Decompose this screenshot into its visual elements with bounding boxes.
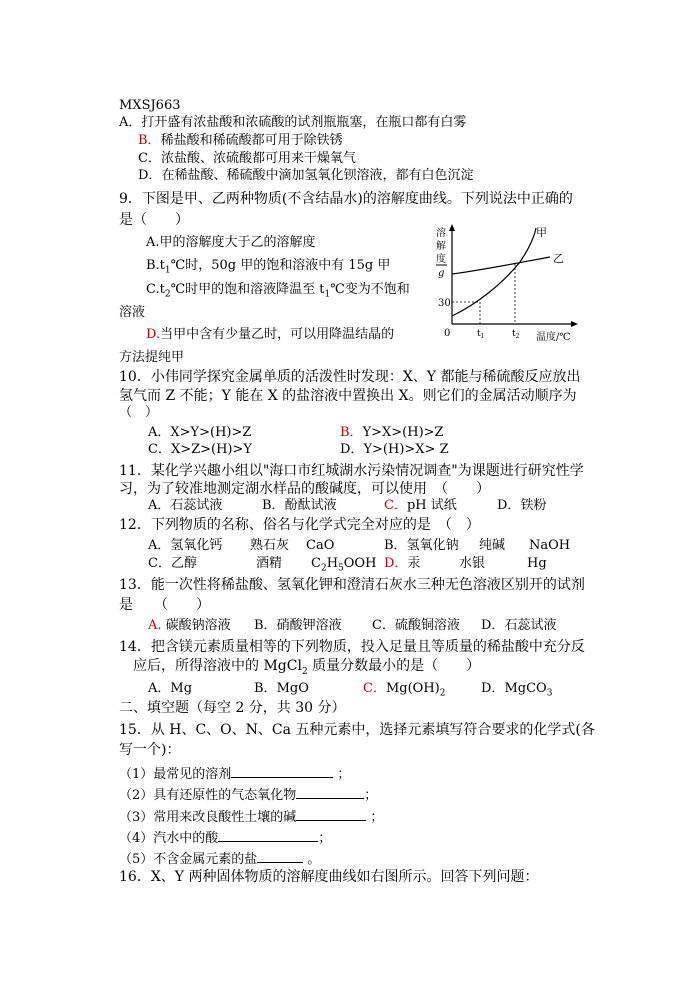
origin-label: 0 (444, 328, 451, 339)
answer-blank[interactable] (231, 763, 333, 778)
q15-item-3: （3）常用来改良酸性土壤的碱 ； (119, 806, 383, 827)
answer-blank[interactable] (296, 784, 364, 799)
q13-option-d: D．石蕊试液 (481, 618, 557, 633)
q10-option-b: B．Y>X>(H)>Z (340, 425, 444, 440)
q15-item-1: （1）最常见的溶剂 ； (119, 763, 350, 784)
q14-stem-line1: 14．把含镁元素质量相等的下列物质，投入足量且等质量的稀盐酸中充分反 (119, 639, 585, 655)
q9-option-c: $C.t_2℃$时甲的饱和溶液降温至 $t_1℃$变为不饱和 (146, 282, 410, 300)
q8-option-b: B．稀盐酸和稀硫酸都可用于除铁锈 (138, 133, 343, 148)
q13-option-a: A. 碳酸钠溶液 (148, 618, 231, 633)
q10-option-d: D．Y>(H)>X> Z (340, 442, 449, 457)
q8-option-d: D．在稀盐酸、稀硫酸中滴加氢氧化钡溶液，都有白色沉淀 (138, 168, 474, 183)
q9-option-b: $B.t_1℃$时，50g 甲的饱和溶液中有 15g 甲 (146, 258, 391, 276)
y-tick-30: 30 (438, 298, 451, 309)
q14-option-a: A．Mg (148, 681, 193, 696)
q14-option-d: D．MgCO$_3$ (481, 681, 553, 699)
q11-option-c: C．pH 试纸 (384, 498, 457, 513)
q11-stem-line1: 11．某化学兴趣小组以"海口市红城湖水污染情况调查"为课题进行研究性学 (119, 463, 584, 479)
q12-option-b-formula: NaOH (529, 538, 571, 553)
x-tick-t2: $t_2$ (512, 329, 520, 340)
q12-option-d: D．汞 (384, 556, 421, 571)
answer-blank[interactable] (257, 848, 303, 863)
q15-item-2: （2）具有还原性的气态氧化物 ； (119, 784, 377, 805)
q12-option-d-formula: Hg (527, 556, 547, 571)
y-label-unit: g (438, 268, 445, 279)
q11-stem-line2: 习，为了较准地测定湖水样品的酸碱度，可以使用 （ ） (119, 481, 490, 497)
q15-stem-line1: 15．从 H、C、O、N、Ca 五种元素中，选择元素填写符合要求的化学式(各 (119, 722, 595, 738)
q13-option-c: C．硫酸铜溶液 (372, 618, 460, 633)
q11-option-a: A．石蕊试液 (148, 498, 223, 513)
q8-option-a: A．打开盛有浓盐酸和浓硫酸的试剂瓶瓶塞，在瓶口都有白雾 (119, 115, 467, 130)
x-axis-arrow (571, 321, 578, 327)
x-axis-label: 温度/℃ (536, 332, 571, 343)
x-tick-t1: $t_1$ (477, 329, 485, 340)
q15-item-4: （4）汽水中的酸 ； (119, 827, 331, 848)
q13-option-b: B．硝酸钾溶液 (254, 618, 342, 633)
q12-option-b-common: 纯碱 (479, 538, 506, 553)
q10-option-c: C．X>Z>(H)>Y (148, 442, 252, 457)
q10-stem-line2: 氢气而 Z 不能；Y 能在 X 的盐溶液中置换出 X。则它们的金属活动顺序为 (119, 388, 577, 404)
q12-option-c: C．乙醇 (148, 556, 197, 571)
q12-option-d-common: 水银 (459, 556, 486, 571)
section-2-title: 二、填空题（每空 2 分，共 30 分） (119, 700, 346, 716)
y-label-char: 解 (436, 241, 446, 252)
q9-option-c-cont: 溶液 (119, 305, 146, 320)
y-label-char: 溶 (436, 228, 446, 239)
solubility-curve-chart (432, 224, 584, 344)
y-axis-arrow (449, 224, 455, 231)
curve-jia-label: 甲 (536, 226, 547, 239)
q10-option-a: A．X>Y>(H)>Z (148, 425, 252, 440)
q12-option-c-common: 酒精 (256, 556, 283, 571)
header-code: MXSJ663 (119, 98, 181, 113)
q12-option-a: A．氢氧化钙 (148, 538, 223, 553)
q12-option-a-common: 熟石灰 (250, 538, 290, 553)
q13-stem-line1: 13．能一次性将稀盐酸、氢氧化钾和澄清石灰水三种无色溶液区别开的试剂 (119, 577, 585, 593)
q9-option-d: D.当甲中含有少量乙时，可以用降温结晶的 (146, 327, 395, 342)
q16-stem: 16．X、Y 两种固体物质的溶解度曲线如右图所示。回答下列问题： (119, 869, 539, 885)
q13-stem-line2: 是 （ ） (119, 597, 210, 613)
q9-stem-line2: 是（ ） (119, 212, 189, 228)
curve-yi-label: 乙 (553, 252, 564, 265)
q12-option-a-formula: CaO (306, 538, 335, 553)
q14-stem-line2: 应后，所得溶液中的 MgCl$_2$ 质量分数最小的是（ ） (133, 658, 481, 677)
q12-option-c-formula: $C_2H_5OOH$ (311, 556, 377, 574)
answer-blank[interactable] (296, 806, 366, 821)
q10-stem-line1: 10．小伟同学探究金属单质的活泼性时发现：X、Y 都能与稀硫酸反应放出 (119, 369, 581, 385)
q11-option-b: B．酚酞试液 (262, 498, 337, 513)
q10-stem-line3: （ ） (119, 405, 159, 420)
q15-item-5: （5）不含金属元素的盐 。 (119, 848, 320, 869)
q12-stem: 12．下列物质的名称、俗名与化学式完全对应的是 （ ） (119, 517, 480, 533)
q12-option-b: B．氢氧化钠 (384, 538, 459, 553)
answer-blank[interactable] (218, 827, 318, 842)
q9-stem-line1: 9．下图是甲、乙两种物质(不含结晶水)的溶解度曲线。下列说法中正确的 (119, 191, 573, 207)
curve-yi (452, 257, 550, 274)
q15-stem-line2: 写一个)： (119, 742, 181, 758)
q11-option-d: D．铁粉 (497, 498, 547, 513)
q14-option-c: C．$Mg(OH)_2$ (363, 681, 446, 699)
q9-option-d-cont: 方法提纯甲 (119, 350, 185, 365)
q14-option-b: B．MgO (254, 681, 309, 696)
y-label-char: 度 (436, 254, 446, 265)
q8-option-c: C．浓盐酸、浓硫酸都可用来干燥氧气 (138, 151, 356, 166)
q9-option-a: A.甲的溶解度大于乙的溶解度 (146, 235, 316, 250)
